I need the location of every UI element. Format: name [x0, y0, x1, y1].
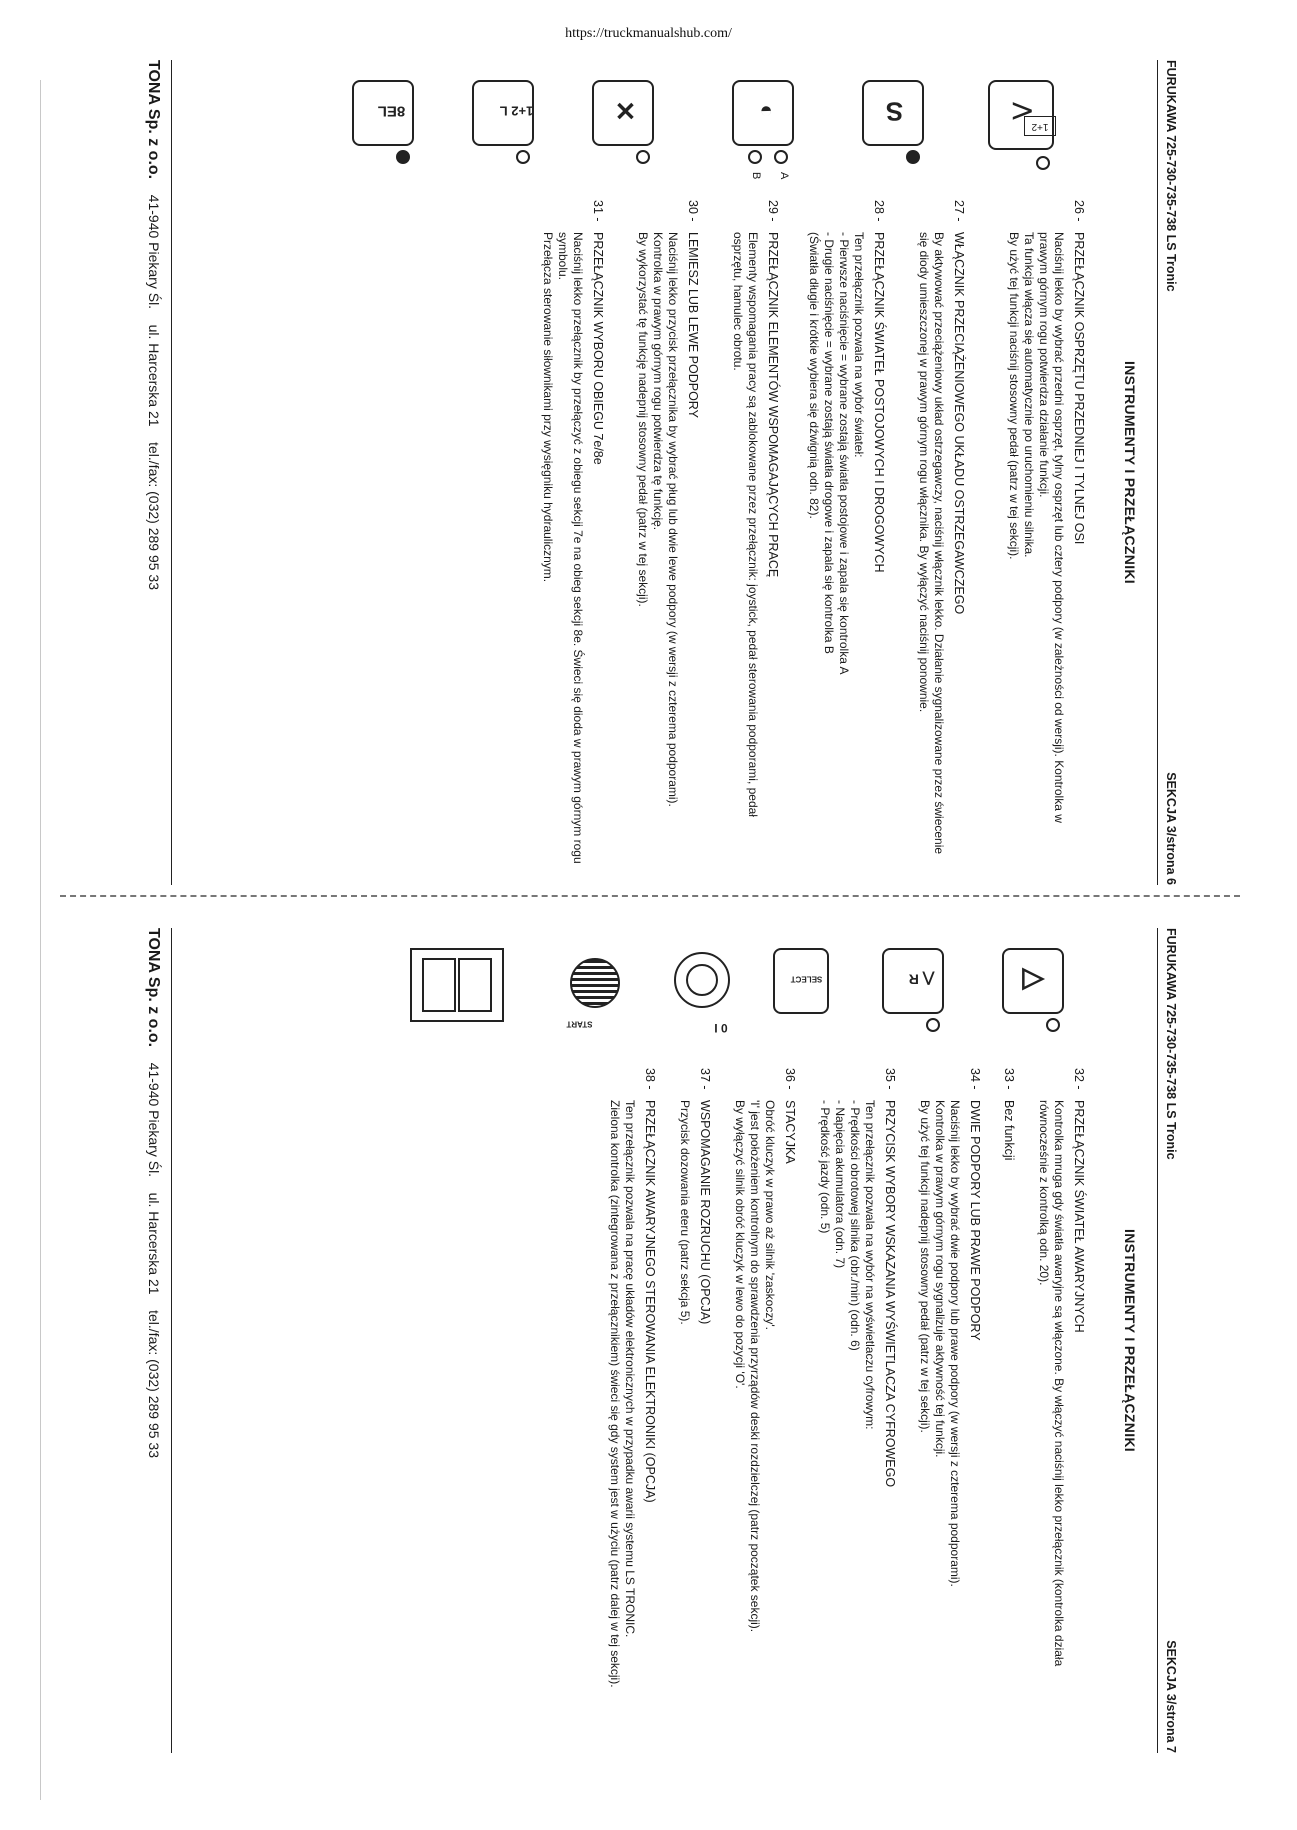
- section-27: 27 -WŁĄCZNIK PRZECIĄŻENIOWEGO UKŁADU OSTRZEGAWCZEGO By aktywować przeciążeniowy układ ostrzegawczy, naciśnij włącznik lekko. Działanie sygnalizowane przez świecenie się diody umieszczonej w prawym górnym rogu włącznika. By wyłączyć naciśnij ponownie.: [916, 200, 966, 865]
- section-33: 33 -Bez funkcji: [1002, 1068, 1016, 1161]
- section-heading: WŁĄCZNIK PRZECIĄŻENIOWEGO UKŁADU OSTRZEGAWCZEGO: [952, 232, 966, 615]
- icon-column: △ ⋀ R SELECT 0 I START: [194, 928, 1074, 1078]
- section-heading: PRZEŁĄCZNIK ELEMENTÓW WSPOMAGAJĄCYCH PRACĘ: [766, 232, 780, 578]
- section-body: Obróć kluczyk w prawo aż silnik 'zaskoczy'. 'I' jest położeniem kontrolnym do sprawdzenia przyrządów deski rozdzielczej (patrz początek sekcji). By wyłączyć silnik obróć kluczyk w lewo do pozycji 'O'.: [733, 1100, 777, 1633]
- manual-page-6: [122, 60, 1182, 885]
- label-a: A: [778, 172, 790, 180]
- footer-address: 41-940 Piekary Śl. ul. Harcerska 21 tel./fax: (032) 289 95 33: [146, 1062, 162, 1458]
- section-31: 31 -PRZEŁĄCZNIK WYBORU OBIEGU 7e/8e Naciśnij lekko przełącznik by przełączyć z obiegu sekcji 7e na obieg sekcji 8e. Świeci się dioda w prawym górnym rogu symbolu. Przełącza sterowanie siłownikami przy wysięgniku hydraulicznym.: [541, 200, 605, 864]
- section-body: Ten przełącznik pozwala na wybór na wyświetlaczu cyfrowym: - Prędkości obrotowej silnika (obr./min) (odn. 6) - Napięcia akumulatora (odn. 7) - Prędkość jazdy (odn. 5): [818, 1100, 877, 1430]
- sections-list: [526, 200, 1086, 865]
- footer-company: TONA Sp. z o.o.: [145, 928, 162, 1048]
- section-body: Kontrolka mruga gdy światła awaryjne są włączone. By włączyć naciśnij lekko przełącznik (kontrolka działa równocześnie z kontrolką odn. 20).: [1037, 1100, 1066, 1667]
- section-heading: PRZEŁĄCZNIK WYBORU OBIEGU 7e/8e: [591, 232, 605, 465]
- section-heading: PRZEŁĄCZNIK ŚWIATEŁ POSTOJOWYCH I DROGOWYCH: [872, 232, 886, 573]
- page-divider: [60, 895, 1240, 897]
- sections-list: [593, 1068, 1086, 1733]
- section-body: Ten przełącznik pozwala na pracę układów elektronicznych w przypadku awarii systemu LS TRONIC. Zielona kontrolka (zintegrowana z przełącznikiem) świeci się gdy system jest w użyciu (patrz dalej w tej sekcji).: [608, 1100, 637, 1688]
- page-title: INSTRUMENTY I PRZEŁĄCZNIKI: [1122, 1229, 1138, 1452]
- section-body: Naciśnij lekko przycisk przełącznika by wybrać pług lub dwie lewe podpory (w wersji z czterema podporami). Kontrolka w prawym górnym rogu potwierdza tę funkcję. By wykorzystać tę funkcję nadepnij stosowny pedał (patrz w tej sekcji).: [636, 232, 680, 807]
- page-header: [1148, 928, 1182, 1753]
- section-37: 37 -WSPOMAGANIE ROZRUCHU (OPCJA) Przycisk dozowania eteru (patrz sekcja 5).: [677, 1068, 712, 1733]
- section-body: By aktywować przeciążeniowy układ ostrzegawczy, naciśnij włącznik lekko. Działanie sygnalizowane przez świecenie się diody umieszczonej w prawym górnym rogu włącznika. By wyłączyć naciśnij ponownie.: [917, 232, 946, 855]
- section-29: 29 -PRZEŁĄCZNIK ELEMENTÓW WSPOMAGAJĄCYCH PRACĘ Elementy wspomagania pracy są zablokowane przez przełącznik: joystick, pedał sterowania podporami, pedał osprzętu, hamulec obrotu.: [730, 200, 780, 865]
- section-30: 30 -LEMIESZ LUB LEWE PODPORY Naciśnij lekko przycisk przełącznika by wybrać pług lub dwie lewe podpory (w wersji z czterema podporami). Kontrolka w prawym górnym rogu potwierdza tę funkcję. By wykorzystać tę funkcję nadepnij stosowny pedał (patrz w tej sekcji).: [635, 200, 700, 865]
- section-32: 32 -PRZEŁĄCZNIK ŚWIATEŁ AWARYJNYCH Kontrolka mruga gdy światła awaryjne są włączone. By włączyć naciśnij lekko przełącznik (kontrolka działa równocześnie z kontrolką odn. 20).: [1036, 1068, 1086, 1733]
- page-header: [1148, 60, 1182, 885]
- source-url[interactable]: https://truckmanualshub.com/: [565, 26, 732, 41]
- header-section: SEKCJA 3/strona 6: [1164, 772, 1178, 885]
- header-model: FURUKAWA 725-730-735-738 LS Tronic: [1164, 928, 1178, 1160]
- page-edge-line: [40, 80, 41, 1800]
- footer-company: TONA Sp. z o.o.: [145, 60, 162, 180]
- section-body: Ten przełącznik pozwala na wybór świateł: - Pierwsze naciśnięcie = wybrane zostają światła postojowe i zapala się kontrolka A - Drugie naciśnięcie = wybrane zostają światła drogowe i zapala się kontrolka B (Światła długie i krótkie wybiera się dźwignią odn. 82).: [807, 232, 866, 675]
- section-heading: Bez funkcji: [1002, 1100, 1016, 1161]
- label-b: B: [750, 172, 762, 180]
- section-body: Przycisk dozowania eteru (patrz sekcja 5).: [678, 1100, 692, 1325]
- page-title: INSTRUMENTY I PRZEŁĄCZNIKI: [1122, 361, 1138, 584]
- section-body: Naciśnij lekko by wybrać dwie podpory lub prawe podpory (w wersji z czterema podporami). Kontrolka w prawym górnym rogu sygnalizuje aktywność tej funkcji. By użyć tej funkcji nadepnij stosowny pedał (patrz w tej sekcji).: [918, 1100, 962, 1587]
- section-heading: STACYJKA: [783, 1100, 797, 1164]
- icon-column: ⋀ 1+2 S ◐ A B ✕ 1+2 L 8EL: [194, 60, 1074, 210]
- footer-address: 41-940 Piekary Śl. ul. Harcerska 21 tel./fax: (032) 289 95 33: [146, 194, 162, 590]
- section-28: 28 -PRZEŁĄCZNIK ŚWIATEŁ POSTOJOWYCH I DROGOWYCH Ten przełącznik pozwala na wybór świateł: - Pierwsze naciśnięcie = wybrane zostają światła postojowe i zapala się kontrolka A - Drugie naciśnięcie = wybrane zostają światła drogowe i zapala się kontrolka B (Światła długie i krótkie wybiera się dźwignią odn. 82).: [806, 200, 886, 865]
- section-heading: PRZEŁĄCZNIK AWARYJNEGO STEROWANIA ELEKTRONIKI (OPCJA): [643, 1100, 657, 1503]
- icon-label: 1+2: [1024, 116, 1056, 136]
- section-body: Naciśnij lekko przełącznik by przełączyć z obiegu sekcji 7e na obieg sekcji 8e. Świeci się dioda w prawym górnym rogu symbolu. Przełącza sterowanie siłownikami przy wysięgniku hydraulicznym.: [541, 232, 585, 864]
- section-26: 26 -PRZEŁĄCZNIK OSPRZĘTU PRZEDNIEJ I TYLNEJ OSI Naciśnij lekko by wybrać przedni osprzęt, tylny osprzęt lub cztery podpory (w zależności od wersji). Kontrolka w prawym górnym rogu potwierdza działanie funkcji. Ta funkcja włącza się automatycznie po uruchomieniu silnika. By użyć tej funkcji naciśnij stosowny pedał (patrz w tej sekcji).: [1006, 200, 1086, 865]
- header-model: FURUKAWA 725-730-735-738 LS Tronic: [1164, 60, 1178, 292]
- section-34: 34 -DWIE PODPORY LUB PRAWE PODPORY Naciśnij lekko by wybrać dwie podpory lub prawe podpory (w wersji z czterema podporami). Kontrolka w prawym górnym rogu sygnalizuje aktywność tej funkcji. By użyć tej funkcji nadepnij stosowny pedał (patrz w tej sekcji).: [917, 1068, 982, 1733]
- section-body: Elementy wspomagania pracy są zablokowane przez przełącznik: joystick, pedał sterowania podporami, pedał osprzętu, hamulec obrotu.: [731, 232, 760, 817]
- section-heading: WSPOMAGANIE ROZRUCHU (OPCJA): [698, 1100, 712, 1325]
- section-35: 35 -PRZYCISK WYBORY WSKAZANIA WYŚWIETLACZA CYFROWEGO Ten przełącznik pozwala na wybór na wyświetlaczu cyfrowym: - Prędkości obrotowej silnika (obr./min) (odn. 6) - Napięcia akumulatora (odn. 7) - Prędkość jazdy (odn. 5): [817, 1068, 897, 1733]
- section-body: Naciśnij lekko by wybrać przedni osprzęt, tylny osprzęt lub cztery podpory (w zależności od wersji). Kontrolka w prawym górnym rogu potwierdza działanie funkcji. Ta funkcja włącza się automatycznie po uruchomieniu silnika. By użyć tej funkcji naciśnij stosowny pedał (patrz w tej sekcji).: [1007, 232, 1066, 823]
- section-heading: LEMIESZ LUB LEWE PODPORY: [686, 232, 700, 418]
- section-heading: PRZEŁĄCZNIK ŚWIATEŁ AWARYJNYCH: [1072, 1100, 1086, 1333]
- header-section: SEKCJA 3/strona 7: [1164, 1640, 1178, 1753]
- manual-page-7: [122, 928, 1182, 1753]
- section-38: 38 -PRZEŁĄCZNIK AWARYJNEGO STEROWANIA ELEKTRONIKI (OPCJA) Ten przełącznik pozwala na pracę układów elektronicznych w przypadku awarii systemu LS TRONIC. Zielona kontrolka (zintegrowana z przełącznikiem) świeci się gdy system jest w użyciu (patrz dalej w tej sekcji).: [607, 1068, 657, 1733]
- section-heading: DWIE PODPORY LUB PRAWE PODPORY: [968, 1100, 982, 1341]
- section-heading: PRZEŁĄCZNIK OSPRZĘTU PRZEDNIEJ I TYLNEJ OSI: [1072, 232, 1086, 545]
- section-36: 36 -STACYJKA Obróć kluczyk w prawo aż silnik 'zaskoczy'. 'I' jest położeniem kontrolnym do sprawdzenia przyrządów deski rozdzielczej (patrz początek sekcji). By wyłączyć silnik obróć kluczyk w lewo do pozycji 'O'.: [732, 1068, 797, 1733]
- section-heading: PRZYCISK WYBORY WSKAZANIA WYŚWIETLACZA CYFROWEGO: [883, 1100, 897, 1488]
